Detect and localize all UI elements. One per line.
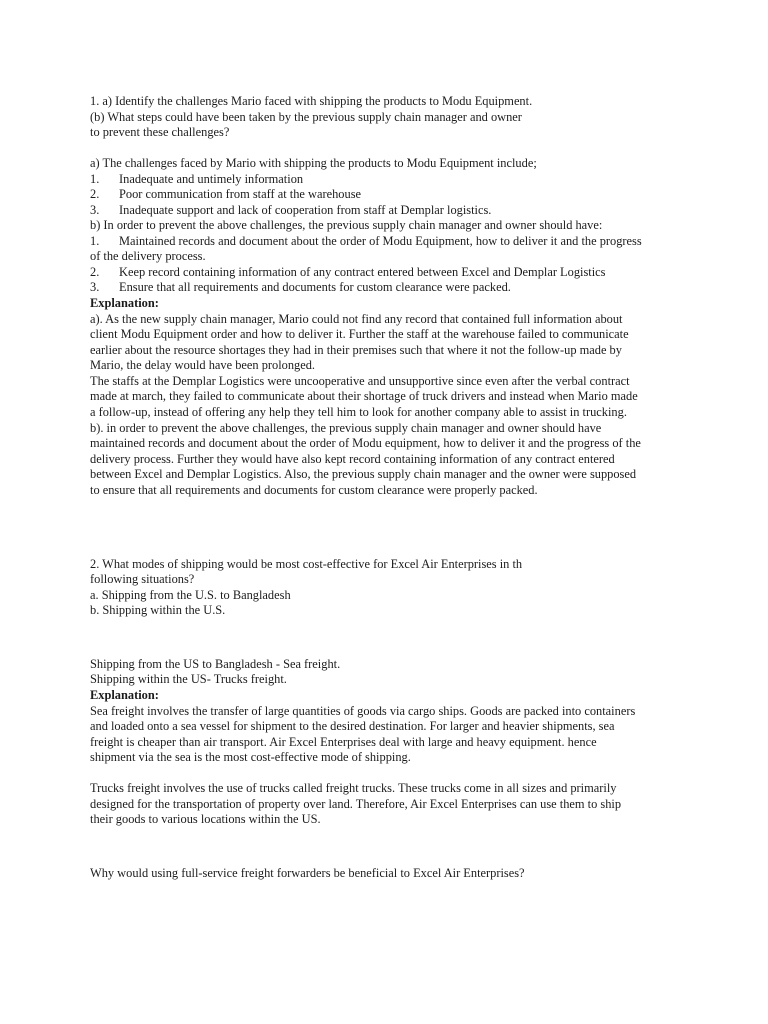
- q1-explanation-line: to ensure that all requirements and documents for custom clearance were properly packed.: [90, 483, 538, 497]
- q1-prompt-line-3: to prevent these challenges?: [90, 125, 230, 139]
- q2-explanation-line: and loaded onto a sea vessel for shipment to the desired destination. For larger and heavier shipments, sea: [90, 719, 615, 733]
- list-number: 2.: [90, 187, 100, 201]
- q1-explanation-line: a follow-up, instead of offering any help they tell him to look for another company able to assist in trucking.: [90, 405, 627, 419]
- list-text: Inadequate and untimely information: [119, 172, 304, 186]
- q1-explanation-line: a). As the new supply chain manager, Mario could not find any record that contained full information about: [90, 312, 623, 326]
- list-number: 3.: [90, 280, 100, 294]
- q1-prompt-line-1: 1. a) Identify the challenges Mario faced with shipping the products to Modu Equipment.: [90, 94, 533, 108]
- q1-explanation-label: Explanation:: [90, 296, 159, 310]
- q1-explanation-line: maintained records and document about the order of Modu equipment, how to deliver it and the progress of the: [90, 436, 641, 450]
- list-number: 1.: [90, 172, 100, 186]
- list-item: [90, 172, 303, 188]
- q1-explanation-line: Mario, the delay would have been prolonged.: [90, 358, 316, 372]
- list-text: Ensure that all requirements and documents for custom clearance were packed.: [119, 280, 511, 294]
- list-item: [90, 187, 361, 203]
- q2-explanation-line: Sea freight involves the transfer of large quantities of goods via cargo ships. Goods are packed into containers: [90, 704, 636, 718]
- q2-explanation-line: shipment via the sea is the most cost-effective mode of shipping.: [90, 750, 411, 764]
- list-item: [90, 203, 491, 219]
- q1-a-intro: a) The challenges faced by Mario with shipping the products to Modu Equipment include;: [90, 156, 537, 170]
- list-text: Keep record containing information of any contract entered between Excel and Demplar Logistics: [119, 265, 606, 279]
- list-item: [90, 234, 642, 250]
- q1-explanation-line: b). in order to prevent the above challenges, the previous supply chain manager and owner should have: [90, 421, 602, 435]
- q2-answer-line: Shipping within the US- Trucks freight.: [90, 672, 287, 686]
- q1-explanation-line: delivery process. Further they would have also kept record containing information of any contract entered: [90, 452, 615, 466]
- list-item-continuation: of the delivery process.: [90, 249, 206, 263]
- q1-explanation-line: The staffs at the Demplar Logistics were uncooperative and unsupportive since even after the verbal contract: [90, 374, 630, 388]
- list-item: [90, 265, 605, 281]
- list-text: Maintained records and document about the order of Modu Equipment, how to deliver it and the progress: [119, 234, 642, 248]
- q2-prompt-line: following situations?: [90, 572, 195, 586]
- q2-explanation-line: designed for the transportation of property over land. Therefore, Air Excel Enterprises can use them to ship: [90, 797, 622, 811]
- q2-explanation-line: freight is cheaper than air transport. Air Excel Enterprises deal with large and heavy equipment. hence: [90, 735, 597, 749]
- q1-explanation-line: earlier about the resource shortages they had in their premises such that where it not the follow-up made by: [90, 343, 622, 357]
- list-number: 3.: [90, 203, 100, 217]
- q2-explanation-line: their goods to various locations within the US.: [90, 812, 321, 826]
- q2-explanation-label: Explanation:: [90, 688, 159, 702]
- q2-prompt-line: b. Shipping within the U.S.: [90, 603, 226, 617]
- q1-prompt-line-2: (b) What steps could have been taken by the previous supply chain manager and owner: [90, 110, 522, 124]
- q1-b-intro: b) In order to prevent the above challenges, the previous supply chain manager and owner should have:: [90, 218, 603, 232]
- q2-explanation-line: Trucks freight involves the use of trucks called freight trucks. These trucks come in all sizes and primarily: [90, 781, 617, 795]
- q2-prompt-line: 2. What modes of shipping would be most cost-effective for Excel Air Enterprises in th: [90, 557, 523, 571]
- q1-explanation-line: made at march, they failed to communicate about their shortage of truck drivers and instead when Mario made: [90, 389, 638, 403]
- list-text: Inadequate support and lack of cooperation from staff at Demplar logistics.: [119, 203, 492, 217]
- q1-explanation-line: between Excel and Demplar Logistics. Also, the previous supply chain manager and the owner were supposed: [90, 467, 637, 481]
- q3-prompt: Why would using full-service freight forwarders be beneficial to Excel Air Enterprises?: [90, 866, 525, 880]
- q2-answer-line: Shipping from the US to Bangladesh - Sea freight.: [90, 657, 341, 671]
- list-text: Poor communication from staff at the warehouse: [119, 187, 362, 201]
- list-item: [90, 280, 511, 296]
- q2-prompt-line: a. Shipping from the U.S. to Bangladesh: [90, 588, 291, 602]
- list-number: 1.: [90, 234, 100, 248]
- list-number: 2.: [90, 265, 100, 279]
- q1-explanation-line: client Modu Equipment order and how to deliver it. Further the staff at the warehouse failed to communicate: [90, 327, 629, 341]
